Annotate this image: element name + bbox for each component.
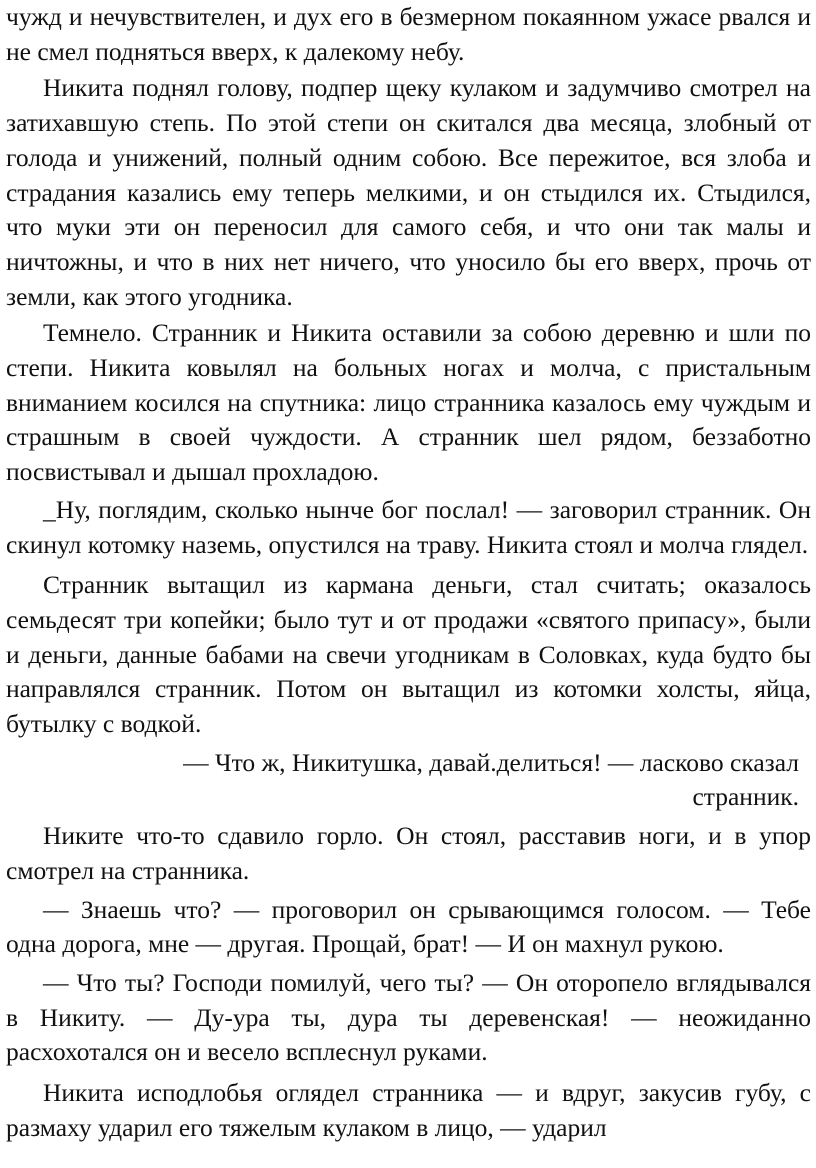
paragraph-0: чужд и нечувствителен, и дух его в безмерном покаянном ужасе рвался и не смел подняться вверх, к далекому небу. (6, 2, 811, 66)
document-page (6, 0, 811, 1146)
paragraph-3: _Ну, поглядим, сколько нынче бог послал! — заговорил странник. Он скинул котомку наземь, опустился на траву. Никита стоял и молча глядел. (6, 494, 811, 559)
paragraph-7: — Знаешь что? — проговорил он срывающимся голосом. — Тебе одна дорога, мне — другая. Прощай, брат! — И он махнул рукою. (6, 894, 811, 959)
paragraph-5 (6, 746, 811, 815)
paragraph-2: Темнело. Странник и Никита оставили за собою деревню и шли по степи. Никита ковылял на больных ногах и молча, с пристальным вниманием косился на спутника: лицо странника казалось ему чуждым и страшным в своей чуждости. А странник шел рядом, беззаботно посвистывал и дышал прохладою. (6, 318, 811, 487)
dialogue-line: — Что ж, Никитушка, давай.делиться! — ласково сказал (183, 747, 799, 777)
paragraph-8: — Что ты? Господи помилуй, чего ты? — Он оторопело вглядывался в Никиту. — Ду-ура ты, дура ты деревенская! — неожиданно расхохотался он и весело всплеснул руками. (6, 967, 811, 1067)
paragraph-6: Никите что-то сдавило горло. Он стоял, расставив ноги, и в упор смотрел на странника. (6, 821, 811, 885)
paragraph-4: Странник вытащил из кармана деньги, стал считать; оказалось семьдесят три копейки; было тут и от продажи «святого припасу», были и деньги, данные бабами на свечи угодникам в Соловках, куда будто бы направлялся странник. Потом он вытащил из котомки холсты, яйца, бутылку с водкой. (6, 570, 811, 739)
paragraph-9: Никита исподлобья оглядел странника — и вдруг, закусив губу, с размаху ударил его тяжелым кулаком в лицо, — ударил (6, 1078, 811, 1142)
paragraph-1: Никита поднял голову, подпер щеку кулаком и задумчиво смотрел на затихавшую степь. По этой степи он скитался два месяца, злобный от голода и унижений, полный одним собою. Все пережитое, вся злоба и страдания казались ему теперь мелкими, и он стыдился их. Стыдился, что муки эти он переносил для самого себя, и что они так малы и ничтожны, и что в них нет ничего, что уносило бы его вверх, прочь от земли, как этого угодника. (6, 73, 811, 311)
dialogue-line-continuation: странник. (692, 782, 799, 812)
